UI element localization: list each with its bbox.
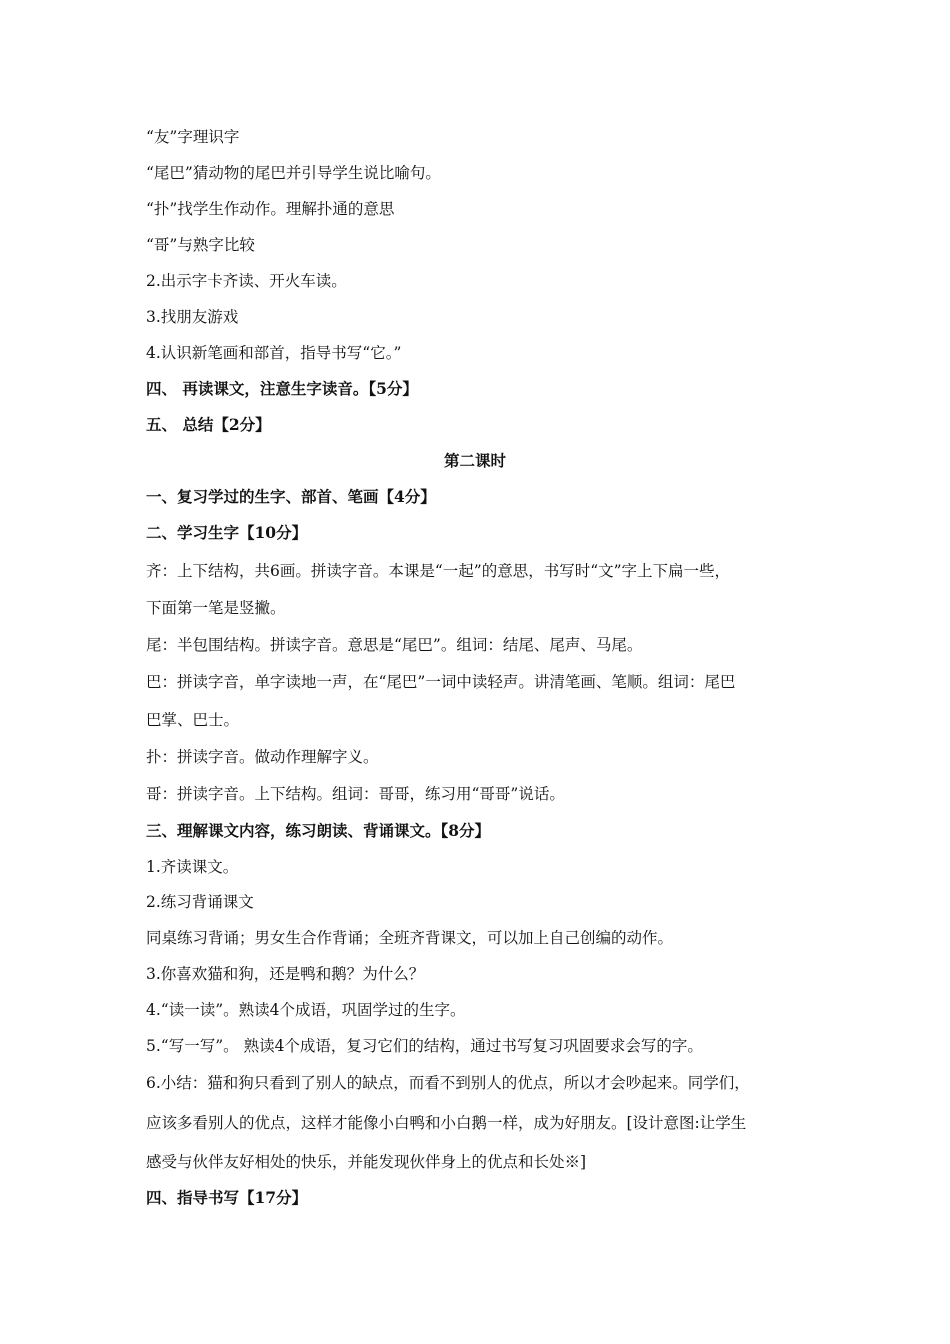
text-line: 同桌练习背诵；男女生合作背诵；全班齐背课文，可以加上自己创编的动作。 bbox=[146, 929, 674, 947]
text-line: 尾：半包围结构。拼读字音。意思是“尾巴”。组词：结尾、尾声、马尾。 bbox=[146, 636, 643, 654]
text-line: 巴：拼读字音，单字读地一声，在“尾巴”一词中读轻声。讲清笔画、笔顺。组词：尾巴 bbox=[146, 673, 736, 691]
section-heading: 四、指导书写【17分】 bbox=[146, 1188, 308, 1207]
text-line: “尾巴”猜动物的尾巴并引导学生说比喻句。 bbox=[146, 164, 441, 182]
section-heading: 三、理解课文内容，练习朗读、背诵课文。【8分】 bbox=[146, 821, 491, 840]
section-heading: 四、 再读课文，注意生字读音。【5分】 bbox=[146, 379, 418, 398]
text-line: “友”字理识字 bbox=[146, 128, 240, 146]
text-line: 哥：拼读字音。上下结构。组词：哥哥，练习用“哥哥”说话。 bbox=[146, 785, 565, 803]
text-line: 4.“读一读”。熟读4个成语，巩固学过的生字。 bbox=[146, 1001, 466, 1019]
lesson-title: 第二课时 bbox=[443, 451, 506, 470]
text-line: 2.出示字卡齐读、开火车读。 bbox=[146, 272, 347, 290]
text-line: 齐：上下结构，共6画。拼读字音。本课是“一起”的意思，书写时“文”字上下扁一些， bbox=[146, 562, 731, 580]
section-heading: 五、 总结【2分】 bbox=[146, 415, 271, 434]
text-line: “哥”与熟字比较 bbox=[146, 236, 255, 254]
section-heading: 二、学习生字【10分】 bbox=[146, 523, 308, 542]
text-line: 6.小结：猫和狗只看到了别人的缺点，而看不到别人的优点，所以才会吵起来。同学们， bbox=[146, 1074, 750, 1092]
text-line: 巴掌、巴士。 bbox=[146, 711, 240, 729]
text-line: 应该多看别人的优点，这样才能像小白鸭和小白鹅一样，成为好朋友。[设计意图:让学生 bbox=[146, 1114, 747, 1132]
text-line: 1.齐读课文。 bbox=[146, 858, 239, 876]
text-line: 3.你喜欢猫和狗，还是鸭和鹅？为什么？ bbox=[146, 965, 425, 983]
text-line: 2.练习背诵课文 bbox=[146, 893, 254, 911]
text-line: 5.“写一写”。 熟读4个成语，复习它们的结构，通过书写复习巩固要求会写的字。 bbox=[146, 1037, 703, 1055]
text-line: 感受与伙伴友好相处的快乐，并能发现伙伴身上的优点和长处※] bbox=[146, 1153, 587, 1171]
section-heading: 一、复习学过的生字、部首、笔画【4分】 bbox=[146, 487, 436, 506]
text-line: 扑：拼读字音。做动作理解字义。 bbox=[146, 748, 379, 766]
text-line: 下面第一笔是竖撇。 bbox=[146, 599, 286, 617]
text-line: 3.找朋友游戏 bbox=[146, 308, 239, 326]
text-line: 4.认识新笔画和部首，指导书写“它。” bbox=[146, 344, 402, 362]
text-line: “扑”找学生作动作。理解扑通的意思 bbox=[146, 200, 395, 218]
